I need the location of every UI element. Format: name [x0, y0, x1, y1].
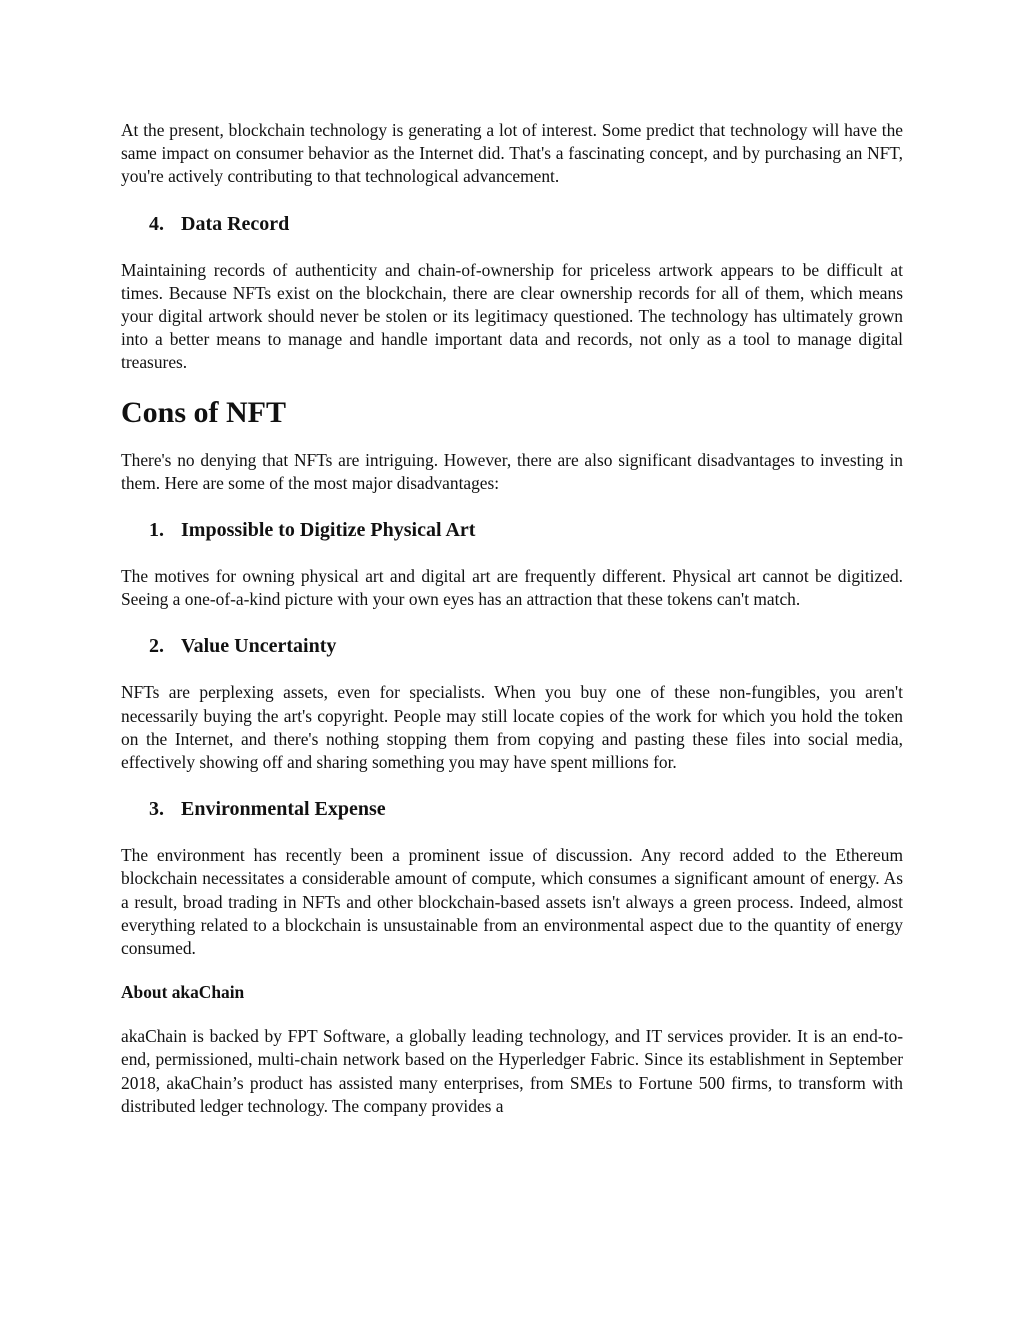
section-heading-data-record	[121, 211, 903, 237]
section-number: 1.	[149, 519, 164, 542]
section-heading-environmental-expense	[121, 796, 903, 822]
cons-intro-paragraph: There's no denying that NFTs are intriguing. However, there are also significant disadvantages to investing in them. Here are some of the most major disadvantages:	[121, 449, 903, 493]
section-heading-value-uncertainty	[121, 633, 903, 659]
value-uncertainty-paragraph: NFTs are perplexing assets, even for specialists. When you buy one of these non-fungibles, you aren't necessarily buying the art's copyright. People may still locate copies of the work for which you hold the token on the Internet, and there's nothing stopping them from copying and pasting these files into social media, effectively showing off and sharing something you may have spent millions for.	[121, 682, 903, 773]
section-heading-impossible-to-digitize	[121, 517, 903, 543]
cons-title: Cons of NFT	[121, 395, 287, 429]
intro-paragraph: At the present, blockchain technology is generating a lot of interest. Some predict that technology will have the same impact on consumer behavior as the Internet did. That's a fascinating concept, and by purchasing an NFT, you're actively contributing to that technological advancement.	[121, 120, 903, 187]
about-heading: About akaChain	[121, 982, 245, 1003]
section-number: 2.	[149, 635, 164, 658]
section-title: Environmental Expense	[181, 798, 386, 821]
document-page	[121, 119, 903, 1118]
section-number: 3.	[149, 798, 164, 821]
section-title: Data Record	[181, 212, 290, 235]
section-number: 4.	[149, 212, 164, 235]
data-record-paragraph: Maintaining records of authenticity and chain-of-ownership for priceless artwork appears to be difficult at times. Because NFTs exist on the blockchain, there are clear ownership records for all of them, which means your digital artwork should never be stolen or its legitimacy questioned. The technology has ultimately grown into a better means to manage and handle important data and records, not only as a tool to manage digital treasures.	[121, 259, 903, 373]
section-title: Impossible to Digitize Physical Art	[181, 519, 476, 542]
impossible-to-digitize-paragraph: The motives for owning physical art and digital art are frequently different. Physical art cannot be digitized. Seeing a one-of-a-kind picture with your own eyes has an attraction that these tokens can't match.	[121, 566, 903, 610]
about-paragraph: akaChain is backed by FPT Software, a globally leading technology, and IT services provider. It is an end-to-end, permissioned, multi-chain network based on the Hyperledger Fabric. Since its establishment in September 2018, akaChain’s product has assisted many enterprises, from SMEs to Fortune 500 firms, to transform with distributed ledger technology. The company provides a	[121, 1026, 903, 1116]
section-title: Value Uncertainty	[181, 635, 337, 658]
environmental-expense-paragraph: The environment has recently been a prominent issue of discussion. Any record added to the Ethereum blockchain necessitates a considerable amount of compute, which consumes a significant amount of energy. As a result, broad trading in NFTs and other blockchain-based assets isn't always a green process. Indeed, almost everything related to a blockchain is unsustainable from an environmental aspect due to the quantity of energy consumed.	[121, 845, 903, 959]
